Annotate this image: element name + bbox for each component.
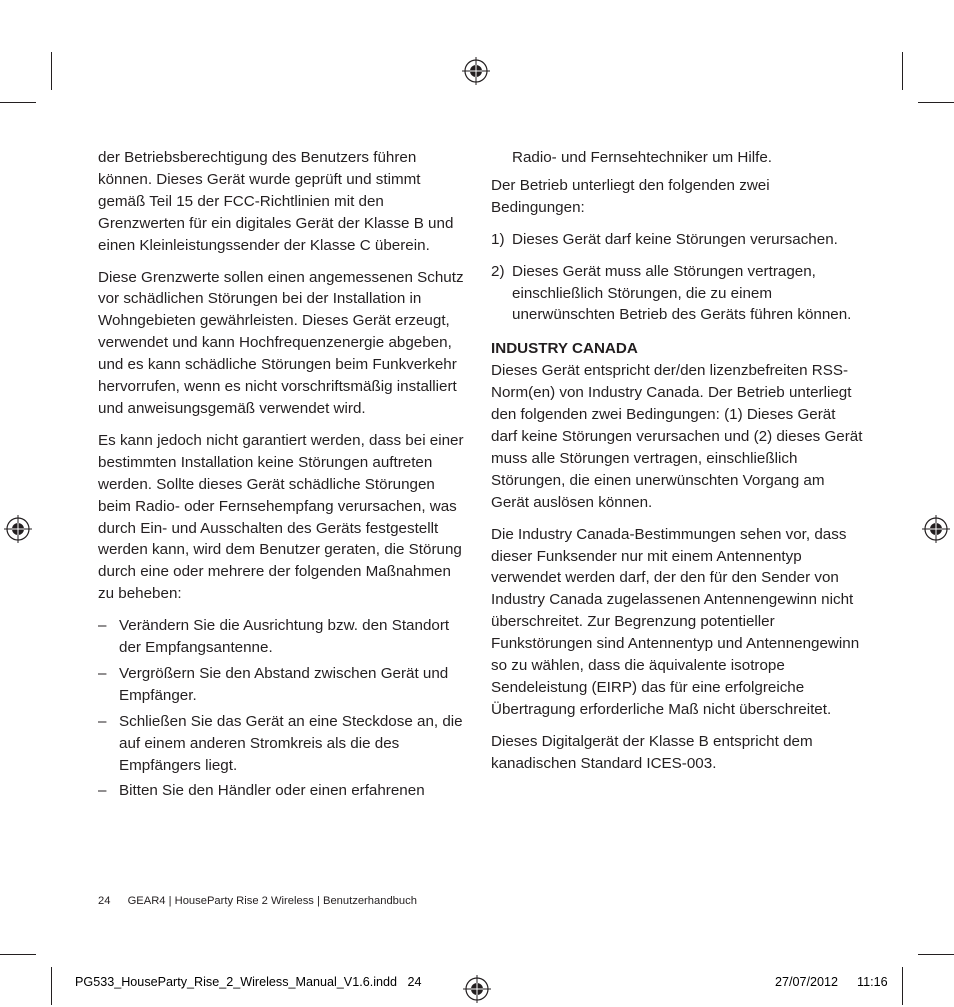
list-item-text: Verändern Sie die Ausrichtung bzw. den Standort der Empfangsantenne. xyxy=(119,617,450,657)
right-column xyxy=(491,147,863,775)
list-number: 1) xyxy=(491,230,505,248)
paragraph: Es kann jedoch nicht garantiert werden, dass bei einer bestimmten Installation keine Störungen auftreten werden. Sollte dieses Gerät schädliche Störungen beim Radio- oder Fernsehempfang verursachen, was durch Ein- und Ausschalten des Geräts festgestellt werden kann, wird dem Benutzer geraten, die Störung durch eine oder mehrere der folgenden Maßnahmen zu beheben: xyxy=(98,431,464,603)
paragraph: Dieses Digitalgerät der Klasse B entspricht dem kanadischen Standard ICES-003. xyxy=(491,732,813,772)
dash-marker: – xyxy=(98,617,107,635)
paragraph: Diese Grenzwerte sollen einen angemessenen Schutz vor schädlichen Störungen bei der Installation in Wohngebieten gewährleisten. Dieses Gerät erzeugt, verwendet und kann Hochfrequenzenergie abgeben, und es kann schädliche Störungen beim Funkverkehr hervorrufen, wenn es nicht vorschriftsmäßig installiert und anweisungsgemäß verwendet wird. xyxy=(98,268,464,417)
list-item xyxy=(491,261,863,327)
crop-mark-bottom-right-horizontal xyxy=(918,954,954,955)
footer-text: GEAR4 | HouseParty Rise 2 Wireless | Benutzerhandbuch xyxy=(127,895,417,907)
list-item-text: Bitten Sie den Händler oder einen erfahrenen xyxy=(119,782,425,800)
list-item-text: Dieses Gerät muss alle Störungen vertragen, einschließlich Störungen, die zu einem unerwünschten Betrieb des Geräts führen können. xyxy=(512,262,852,324)
list-item-text: Schließen Sie das Gerät an eine Steckdose an, die auf einem anderen Stromkreis als die des Empfängers liegt. xyxy=(119,712,463,774)
crop-mark-top-left-vertical xyxy=(51,52,52,90)
list-item xyxy=(98,615,470,659)
dash-marker: – xyxy=(98,782,107,800)
list-item xyxy=(98,663,470,707)
list-item xyxy=(491,229,863,251)
paragraph: der Betriebsberechtigung des Benutzers führen können. Dieses Gerät wurde geprüft und stimmt gemäß Teil 15 der FCC-Richtlinien mit den Grenzwerten für ein digitales Gerät der Klasse B und einen Kleinleistungssender der Klasse C überein. xyxy=(98,149,454,254)
slug-time: 11:16 xyxy=(857,975,888,989)
page-footer xyxy=(98,895,417,907)
list-item xyxy=(98,711,470,777)
registration-mark-icon xyxy=(463,975,491,1003)
crop-mark-top-right-horizontal xyxy=(918,102,954,103)
slug-filename: PG533_HouseParty_Rise_2_Wireless_Manual_V1.6.indd 24 xyxy=(75,975,422,989)
crop-mark-top-right-vertical xyxy=(902,52,903,90)
registration-mark-icon xyxy=(462,57,490,85)
section-heading: INDUSTRY CANADA xyxy=(491,340,638,358)
list-item xyxy=(98,780,470,802)
crop-mark-bottom-right-vertical xyxy=(902,967,903,1005)
slug-date: 27/07/2012 xyxy=(775,975,839,989)
page-number: 24 xyxy=(98,895,111,907)
paragraph-continuation: Radio- und Fernsehtechniker um Hilfe. xyxy=(512,149,772,166)
registration-mark-icon xyxy=(4,515,32,543)
list-item-text: Vergrößern Sie den Abstand zwischen Gerät und Empfänger. xyxy=(119,664,449,704)
list-number: 2) xyxy=(491,262,505,280)
crop-mark-top-left-horizontal xyxy=(0,102,36,103)
crop-mark-bottom-left-vertical xyxy=(51,967,52,1005)
dash-marker: – xyxy=(98,664,107,682)
paragraph: Der Betrieb unterliegt den folgenden zwei Bedingungen: xyxy=(491,176,770,216)
paragraph: Die Industry Canada-Bestimmungen sehen vor, dass dieser Funksender nur mit einem Antennentyp verwendet werden darf, der den für den Sender von Industry Canada zugelassenen Antennengewinn nicht überschreitet. Zur Begrenzung potentieller Funkstörungen sind Antennentyp und Antennengewinn so zu wählen, dass die äquivalente isotrope Sendeleistung (EIRP) das für eine erfolgreiche Übertragung erforderliche Maß nicht überschreitet. xyxy=(491,525,860,718)
left-column xyxy=(98,147,470,802)
dash-marker: – xyxy=(98,712,107,730)
list-item-text: Dieses Gerät darf keine Störungen verursachen. xyxy=(512,230,838,248)
crop-mark-bottom-left-horizontal xyxy=(0,954,36,955)
registration-mark-icon xyxy=(922,515,950,543)
bullet-list xyxy=(98,615,470,802)
paragraph: Dieses Gerät entspricht der/den lizenzbefreiten RSS-Norm(en) von Industry Canada. Der Betrieb unterliegt den folgenden zwei Bedingungen: (1) Dieses Gerät darf keine Störungen verursachen und (2) dieses Gerät muss alle Störungen vertragen, einschließlich Störungen, die einen unerwünschten Vorgang am Gerät auslösen können. xyxy=(491,362,863,511)
